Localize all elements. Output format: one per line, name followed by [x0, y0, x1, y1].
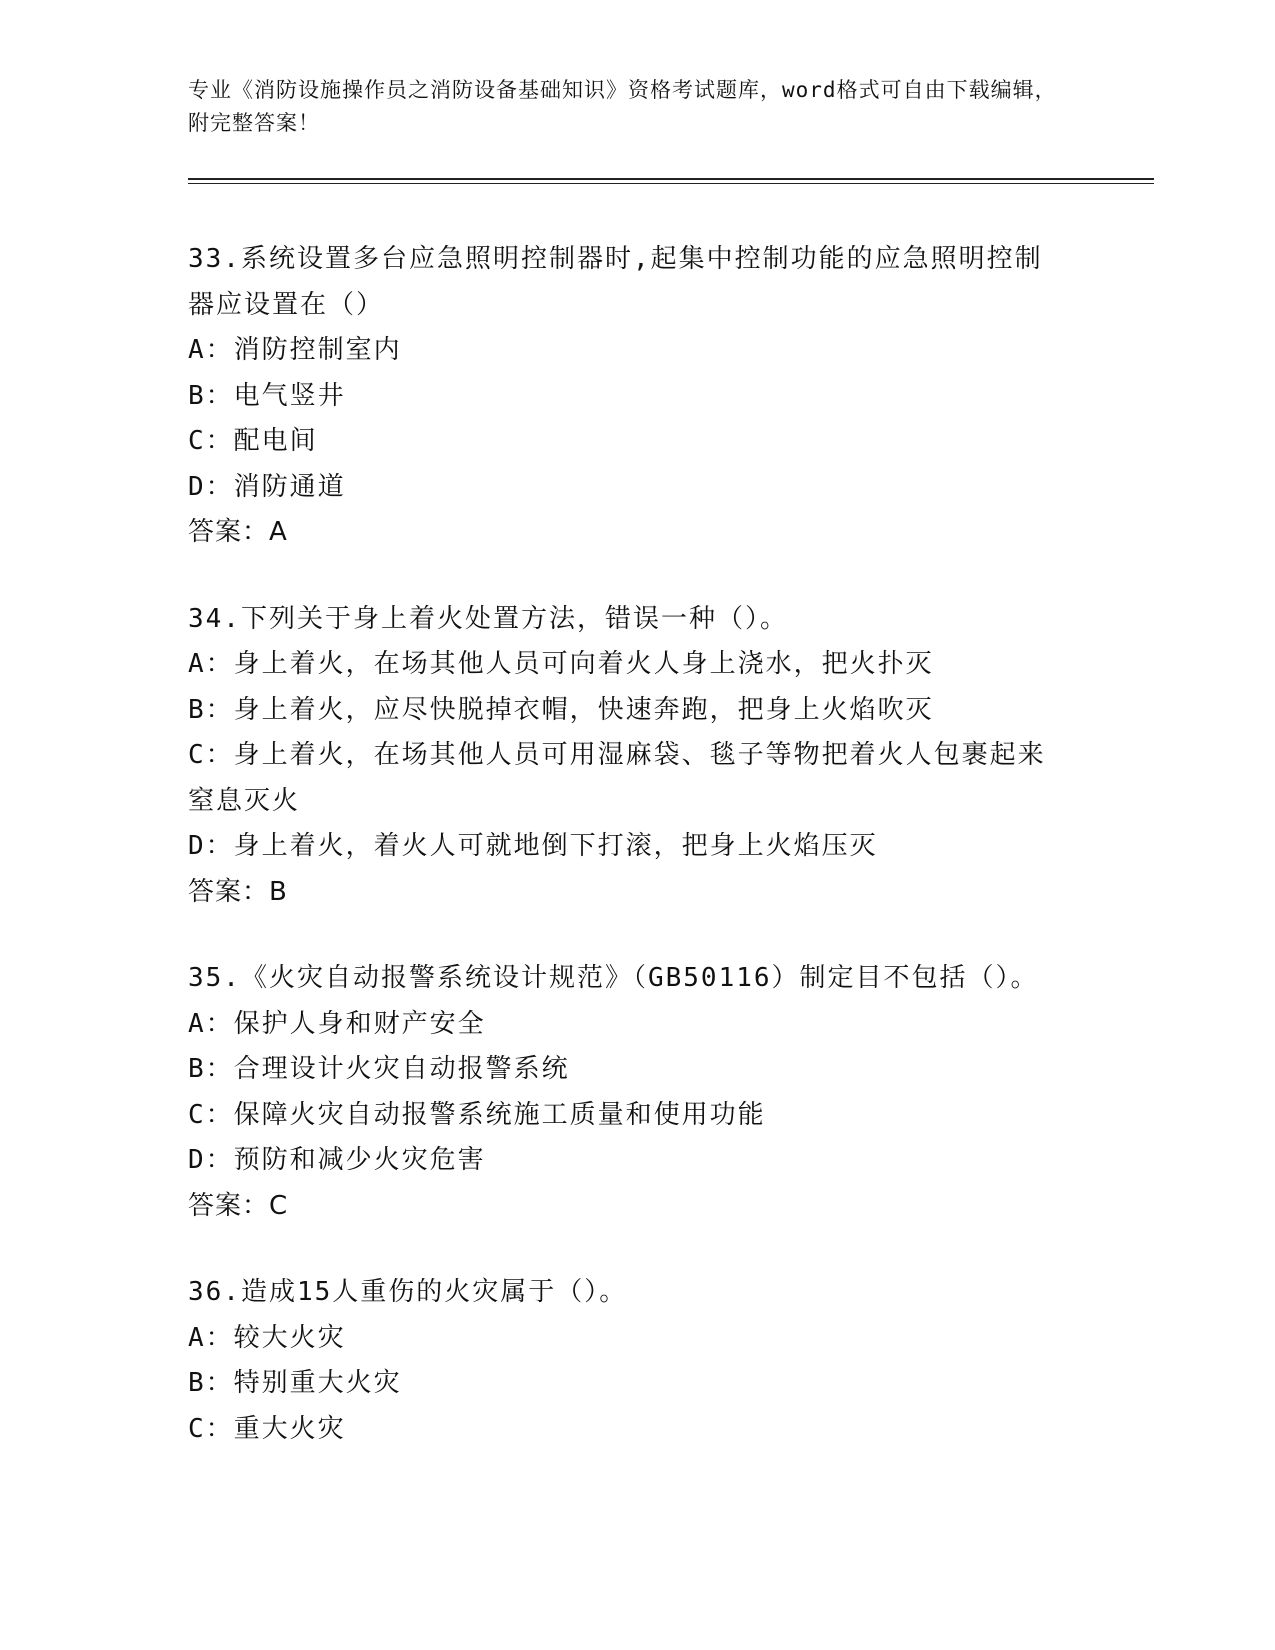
question-list: [188, 237, 1088, 1493]
answer-label: 答案：C: [188, 1190, 289, 1221]
question-36: [188, 1270, 1088, 1452]
option-d: D：消防通道: [188, 471, 346, 502]
question-stem: 36.造成15人重伤的火灾属于（）。: [188, 1277, 628, 1307]
question-stem: 33.系统设置多台应急照明控制器时,起集中控制功能的应急照明控制器应设置在（）: [188, 244, 1043, 320]
option-c: C：配电间: [188, 426, 318, 456]
option-d: D：预防和减少火灾危害: [188, 1145, 486, 1175]
document-header: 专业《消防设施操作员之消防设备基础知识》资格考试题库，word格式可自由下载编辑，附完整答案！: [188, 78, 1057, 135]
option-a: A：较大火灾: [188, 1322, 346, 1353]
question-35: [188, 956, 1088, 1229]
header-divider-thick: [188, 178, 1154, 180]
option-c: C：身上着火，在场其他人员可用湿麻袋、毯子等物把着火人包裹起来窒息灭火: [188, 740, 1046, 816]
option-b: B：电气竖井: [188, 380, 346, 411]
option-c: C：保障火灾自动报警系统施工质量和使用功能: [188, 1099, 766, 1130]
option-a: A：消防控制室内: [188, 335, 402, 365]
question-34: [188, 597, 1088, 916]
answer-label: 答案：B: [188, 876, 288, 907]
option-d: D：身上着火，着火人可就地倒下打滚，把身上火焰压灭: [188, 831, 878, 861]
option-b: B：特别重大火灾: [188, 1368, 402, 1398]
option-a: A：保护人身和财产安全: [188, 1008, 486, 1039]
question-stem: 34.下列关于身上着火处置方法，错误一种（）。: [188, 603, 788, 634]
header-divider-thin: [188, 183, 1154, 184]
option-b: B：合理设计火灾自动报警系统: [188, 1054, 570, 1084]
answer-label: 答案：A: [188, 517, 288, 547]
question-33: [188, 237, 1088, 556]
option-c: C：重大火灾: [188, 1413, 346, 1444]
question-stem: 35.《火灾自动报警系统设计规范》（GB50116）制定目不包括（）。: [188, 963, 1039, 993]
option-a: A：身上着火，在场其他人员可向着火人身上浇水，把火扑灭: [188, 649, 934, 679]
option-b: B：身上着火，应尽快脱掉衣帽，快速奔跑，把身上火焰吹灭: [188, 694, 934, 725]
